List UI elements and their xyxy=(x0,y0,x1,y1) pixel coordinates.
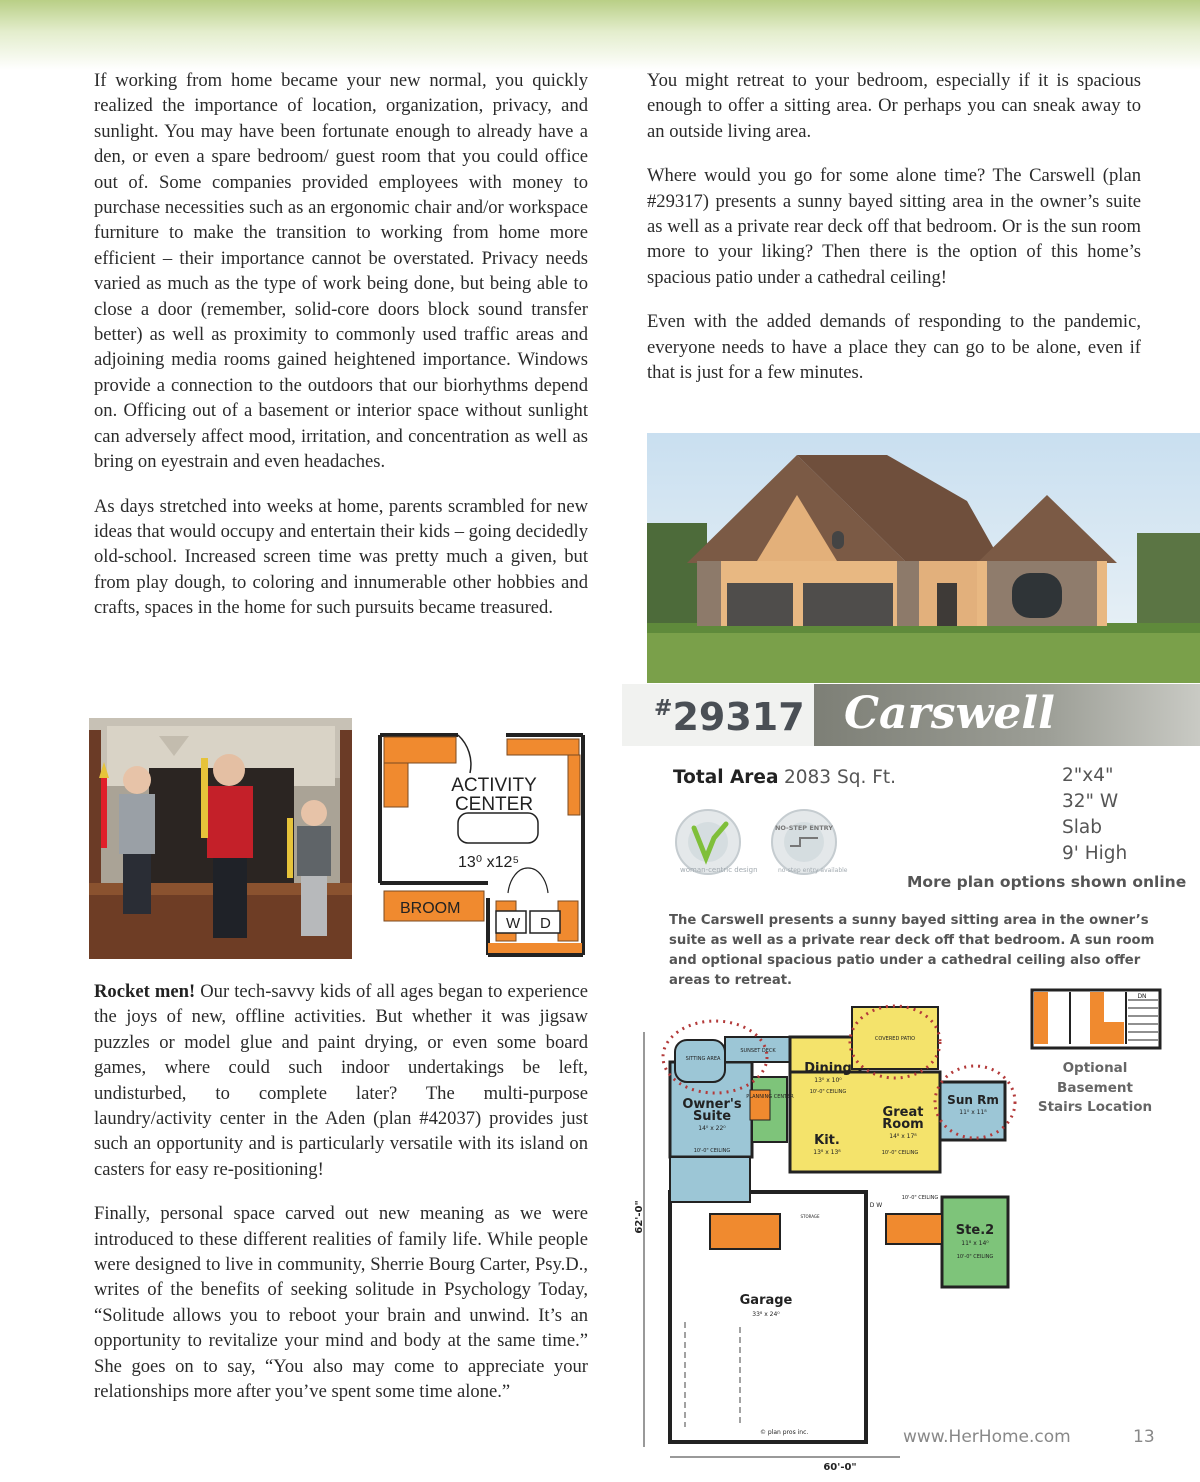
sun-room-dims: 11⁰ x 11⁸ xyxy=(959,1109,987,1116)
paragraph: Even with the added demands of responding to the pandemic, everyone needs to have a place they can go to be alone, even if that is just for a few minutes. xyxy=(647,311,1141,384)
right-article-column xyxy=(647,68,1141,404)
plan-number-value: 29317 xyxy=(672,695,805,739)
no-step-ring-text: no-step entry available xyxy=(778,867,848,874)
dining-dims: 13⁰ x 10⁰ xyxy=(814,1077,842,1084)
basement-stairs-inset xyxy=(1030,988,1162,1050)
lead-in: Rocket men! xyxy=(94,981,196,1002)
header-gradient-band xyxy=(0,0,1200,70)
paragraph: If working from home became your new normal, you quickly realized the importance of location, organization, privacy, and sunlight. You may have been fortunate enough to already have a den, or even a spare bedroom/ guest room that you could office out of. Some companies provided employees with money to purchase necessities such as an ergonomic chair and/or workspace furniture to make the transition to working from home more efficient – their importance cannot be overstated. Privacy needs varied as much as the type of work being done, but being able to close a door (remember, solid-core doors block sound transfer better) as well as proximity to commonly used traffic areas and adjoining media rooms gained heightened importance. Windows provide a connection to the outdoors that our biorhythms depend on. Officing out of a basement or interior space without sunlight can adversely affect mood, irritation, and concentration as well as bring on eyestrain and even headaches. xyxy=(94,70,588,473)
dining-ceiling: 10'-0" CEILING xyxy=(809,1089,847,1095)
plan-hash: # xyxy=(654,696,673,721)
broom-label: BROOM xyxy=(400,900,461,917)
owners-ceiling: 10'-0" CEILING xyxy=(693,1148,731,1154)
dw-label: D W xyxy=(869,1202,883,1209)
mid-ceiling: 10'-0" CEILING xyxy=(901,1195,939,1201)
spec-value-foundation: Slab xyxy=(1062,817,1102,838)
plan-title-bar xyxy=(622,684,1200,746)
suite-label: Suite xyxy=(692,1109,732,1124)
activity-center-plan xyxy=(378,733,586,957)
page-number: 13 xyxy=(1133,1427,1155,1447)
woman-centric-text: woman-centric design xyxy=(680,866,758,874)
total-area-label: Total Area xyxy=(673,767,779,788)
down-stairs-label: DN xyxy=(1137,993,1147,1000)
paragraph: Where would you go for some alone time? The Carswell (plan #29317) presents a sunny bayed sitting area in the owner’s suite as well as a private rear deck off that bedroom. Or is the sun room more to your liking? Then there is the option of this home’s spacious patio under a cathedral ceiling! xyxy=(647,165,1141,288)
left-article-column-lower xyxy=(94,979,588,1424)
footer-website[interactable]: www.HerHome.com xyxy=(903,1427,1071,1447)
spec-value-walls: 2"x4" xyxy=(1062,765,1114,786)
dryer-label: D xyxy=(540,915,551,932)
plan-name: Carswell xyxy=(814,684,1200,746)
activity-label-line1: ACTIVITY xyxy=(451,775,537,796)
paragraph: You might retreat to your bedroom, especially if it is spacious enough to offer a sitting area. Or perhaps you can sneak away to an outside living area. xyxy=(647,70,1141,142)
suite2-ceiling: 10'-0" CEILING xyxy=(956,1254,994,1260)
washer-label: W xyxy=(506,915,521,932)
paragraph: Finally, personal space carved out new meaning as we were introduced to these different realities of family life. While people were designed to live in community, Sherrie Bourg Carter, Psy.D., writes of the benefits of seeking solitude in Psychology Today, “Solitude allows you to reboot your brain and unwind. It’s an opportunity to revitalize your mind and body at the same time.” She goes on to say, “You also may come to appreciate your relationships more after you’ve spent some time alone.” xyxy=(94,1203,588,1403)
activity-dims: 13⁰ x12⁵ xyxy=(458,854,520,871)
paragraph-text: Our tech-savvy kids of all ages began to experience the joys of new, offline activities. But whether it was jigsaw puzzles or model glue and paint drying, or even some board games, where could such indoor undertakings be left, undisturbed, to complete later? The multi-purpose laundry/activity center in the Aden (plan #42037) provides just such an opportunity and is particularly versatile with its island on casters for easy re-positioning! xyxy=(94,981,588,1180)
garage-dims: 33⁸ x 24⁰ xyxy=(752,1311,780,1318)
great-ceiling: 10'-0" CEILING xyxy=(881,1150,919,1156)
great-label: Great xyxy=(882,1105,924,1120)
great-dims: 14⁸ x 17⁸ xyxy=(889,1133,917,1140)
plan-description: The Carswell presents a sunny bayed sitting area in the owner’s suite as well as a private rear deck off that bedroom. A sun room and optional spacious patio under a cathedral ceiling also offer areas to retreat. xyxy=(669,913,1155,988)
basement-caption xyxy=(1025,1059,1165,1118)
basement-caption-line1: Optional Basement xyxy=(1057,1060,1133,1096)
more-plan-options: More plan options shown online xyxy=(907,873,1187,891)
suite2-dims: 11⁸ x 14⁰ xyxy=(961,1240,989,1247)
carswell-floor-plan xyxy=(630,1002,1020,1473)
sitting-label: SITTING AREA xyxy=(685,1056,721,1062)
dining-label: Dining xyxy=(804,1061,852,1076)
depth-dimension: 62'-0" xyxy=(634,1200,645,1234)
sunset-deck-label: SUNSET DECK xyxy=(740,1048,776,1054)
garage-label: Garage xyxy=(739,1293,793,1308)
activity-label-line2: CENTER xyxy=(454,794,534,815)
plan-credit: © plan pros inc. xyxy=(760,1429,809,1436)
owners-dims: 14⁰ x 22⁰ xyxy=(698,1125,726,1132)
room-label: Room xyxy=(882,1117,924,1132)
planning-label: PLANNING CENTER xyxy=(746,1094,794,1100)
total-area-value: 2083 Sq. Ft. xyxy=(784,767,896,788)
storage-label: STORAGE xyxy=(800,1214,820,1219)
owners-label: Owner's xyxy=(682,1097,742,1112)
basement-caption-line2: Stairs Location xyxy=(1037,1099,1153,1115)
width-dimension: 60'-0" xyxy=(823,1462,857,1473)
sun-room-label: Sun Rm xyxy=(947,1093,999,1107)
no-step-entry-text: NO-STEP ENTRY xyxy=(774,824,834,832)
covered-patio-label: COVERED PATIO xyxy=(874,1036,916,1042)
kids-rocket-photo xyxy=(89,718,352,959)
feature-badges xyxy=(668,808,848,880)
left-article-column xyxy=(94,68,588,640)
paragraph xyxy=(94,979,588,1182)
plan-number xyxy=(622,684,814,746)
paragraph: As days stretched into weeks at home, parents scrambled for new ideas that would occupy and entertain their kids – going decidedly old-school. Increased screen time was pretty much a given, but from play dough, to coloring and innumerable other hobbies and crafts, spaces in the home for such pursuits became treasured. xyxy=(94,495,588,619)
spec-value-interior-doors: 32" W xyxy=(1062,791,1119,812)
spec-value-main-level: 9' High xyxy=(1062,843,1128,864)
kitchen-label: Kit. xyxy=(814,1133,840,1148)
kitchen-dims: 13⁸ x 13⁸ xyxy=(813,1149,841,1156)
house-rendering xyxy=(647,433,1200,683)
suite2-label: Ste.2 xyxy=(955,1223,995,1238)
